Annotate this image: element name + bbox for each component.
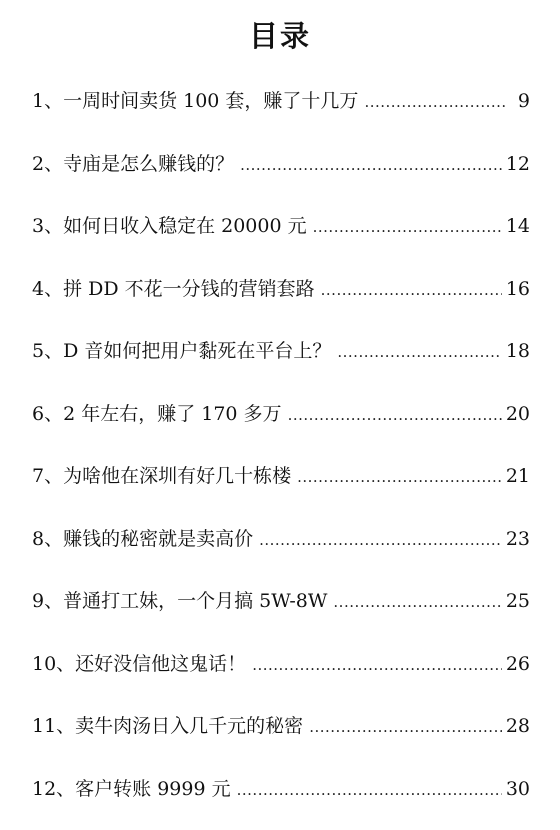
toc-entry-2[interactable]	[32, 143, 530, 206]
toc-entry-6[interactable]	[32, 393, 530, 456]
toc-page-number: 16	[506, 268, 530, 310]
toc-entry-9[interactable]	[32, 580, 530, 643]
dot-leader	[337, 331, 501, 373]
toc-entry-10[interactable]	[32, 643, 530, 706]
dot-leader	[259, 519, 502, 561]
toc-entry-title: 3、如何日收入稳定在 20000 元	[32, 205, 307, 247]
toc-page-number: 30	[506, 768, 530, 810]
dot-leader	[321, 269, 502, 311]
page-title: 目录	[0, 18, 560, 54]
toc-entry-12[interactable]	[32, 768, 530, 830]
toc-entry-title: 2、寺庙是怎么赚钱的？	[32, 143, 234, 185]
toc-page-number: 26	[506, 643, 530, 685]
toc-entry-title: 12、客户转账 9999 元	[32, 768, 231, 810]
toc-page-number: 9	[510, 80, 530, 122]
toc-page-number: 21	[506, 455, 530, 497]
toc-entry-title: 5、D 音如何把用户黏死在平台上？	[32, 330, 331, 372]
dot-leader	[309, 706, 502, 748]
dot-leader	[313, 206, 502, 248]
table-of-contents	[32, 80, 530, 830]
toc-entry-4[interactable]	[32, 268, 530, 331]
toc-entry-11[interactable]	[32, 705, 530, 768]
toc-page-number: 28	[506, 705, 530, 747]
dot-leader	[240, 144, 502, 186]
toc-entry-title: 7、为啥他在深圳有好几十栋楼	[32, 455, 291, 497]
toc-entry-title: 6、2 年左右，赚了 170 多万	[32, 393, 282, 435]
toc-entry-title: 1、一周时间卖货 100 套，赚了十几万	[32, 80, 358, 122]
dot-leader	[237, 769, 502, 811]
dot-leader	[364, 81, 506, 123]
toc-entry-title: 8、赚钱的秘密就是卖高价	[32, 518, 253, 560]
toc-entry-5[interactable]	[32, 330, 530, 393]
toc-entry-8[interactable]	[32, 518, 530, 581]
dot-leader	[288, 394, 502, 436]
toc-page-number: 20	[506, 393, 530, 435]
toc-entry-3[interactable]	[32, 205, 530, 268]
toc-entry-title: 9、普通打工妹，一个月搞 5W-8W	[32, 580, 327, 622]
toc-entry-title: 4、拼 DD 不花一分钱的营销套路	[32, 268, 315, 310]
toc-page-number: 12	[506, 143, 530, 185]
dot-leader	[333, 581, 501, 623]
toc-entry-1[interactable]	[32, 80, 530, 143]
toc-page-number: 14	[506, 205, 530, 247]
toc-entry-title: 10、还好没信他这鬼话！	[32, 643, 246, 685]
toc-entry-7[interactable]	[32, 455, 530, 518]
toc-page-number: 23	[506, 518, 530, 560]
dot-leader	[252, 644, 502, 686]
toc-page-number: 25	[506, 580, 530, 622]
toc-page-number: 18	[506, 330, 530, 372]
toc-entry-title: 11、卖牛肉汤日入几千元的秘密	[32, 705, 303, 747]
dot-leader	[297, 456, 502, 498]
